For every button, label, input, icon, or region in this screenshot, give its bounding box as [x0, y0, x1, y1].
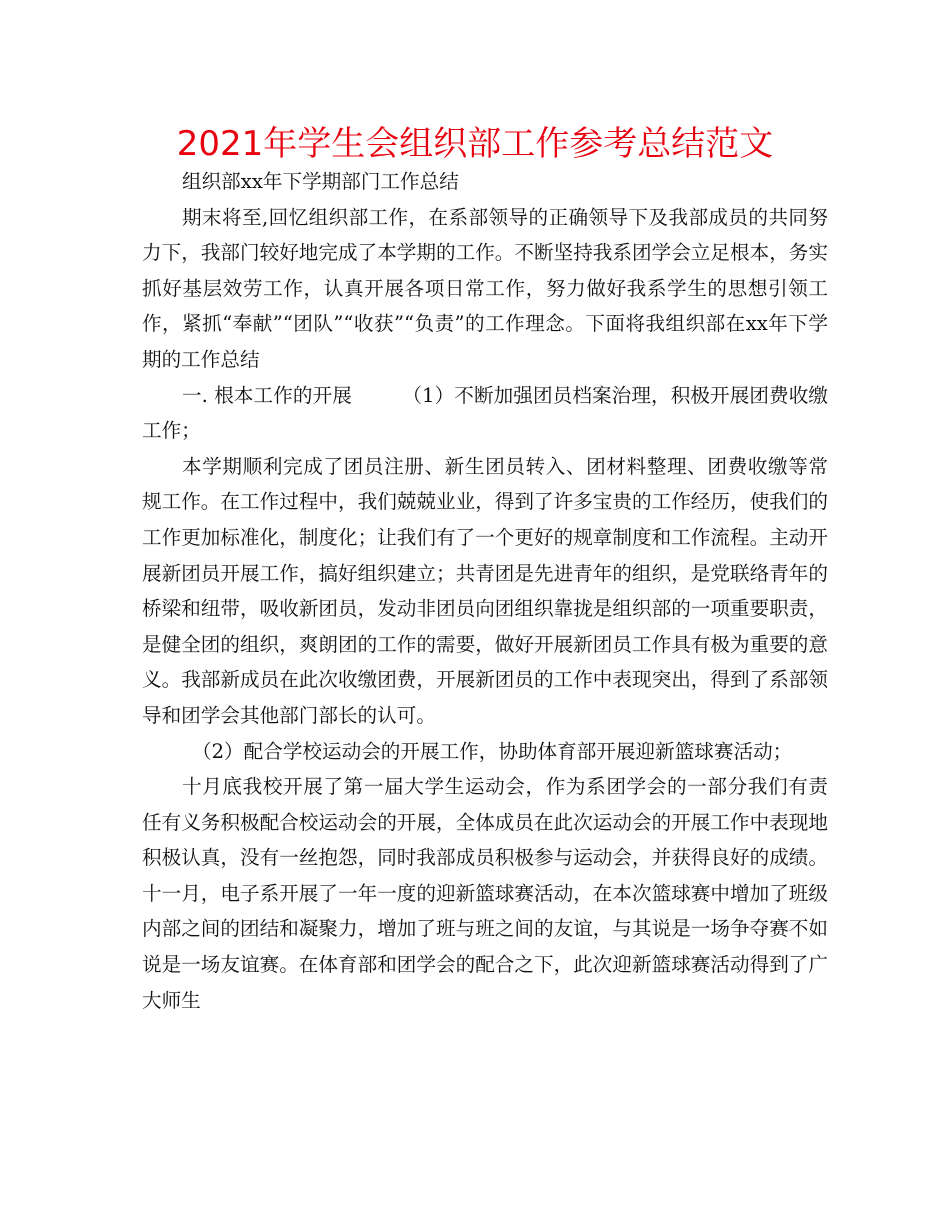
paragraph-section-2-body: 十月底我校开展了第一届大学生运动会，作为系团学会的一部分我们有责任有义务积极配合校运动会的开展，全体成员在此次运动会的开展工作中表现地积极认真，没有一丝抱怨，同时我部成员积极参与运动会，并获得良好的成绩。十一月，电子系开展了一年一度的迎新篮球赛活动，在本次篮球赛中增加了班级内部之间的团结和凝聚力，增加了班与班之间的友谊，与其说是一场争夺赛不如说是一场友谊赛。在体育部和团学会的配合之下，此次迎新篮球赛活动得到了广大师生 — [142, 775, 828, 1012]
paragraph-section-2: （2）配合学校运动会的开展工作，协助体育部开展迎新篮球赛活动； — [192, 739, 793, 763]
paragraph-section-1-body: 本学期顺利完成了团员注册、新生团员转入、团材料整理、团费收缴等常规工作。在工作过程中，我们兢兢业业，得到了许多宝贵的工作经历，使我们的工作更加标准化，制度化；让我们有了一个更好的规章制度和工作流程。主动开展新团员开展工作，搞好组织建立；共青团是先进青年的组织，是党联络青年的桥梁和纽带，吸收新团员，发动非团员向团组织靠拢是组织部的一项重要职责，是健全团的组织，爽朗团的工作的需要，做好开展新团员工作具有极为重要的意义。我部新成员在此次收缴团费，开展新团员的工作中表现突出，得到了系部领导和团学会其他部门部长的认可。 — [142, 454, 828, 727]
paragraph-intro: 期末将至,回忆组织部工作，在系部领导的正确领导下及我部成员的共同努力下，我部门较好地完成了本学期的工作。不断坚持我系团学会立足根本，务实抓好基层效劳工作，认真开展各项日常工作，努力做好我系学生的思想引领工作，紧抓“奉献”“团队”“收获”“负责”的工作理念。下面将我组织部在xx年下学期的工作总结 — [142, 205, 828, 371]
document-title: 2021年学生会组织部工作参考总结范文 — [176, 124, 774, 164]
document-body — [142, 164, 828, 1018]
paragraph-section-1: 一. 根本工作的开展 （1）不断加强团员档案治理，积极开展团费收缴工作； — [142, 383, 828, 443]
paragraph-subtitle: 组织部xx年下学期部门工作总结 — [182, 170, 459, 193]
